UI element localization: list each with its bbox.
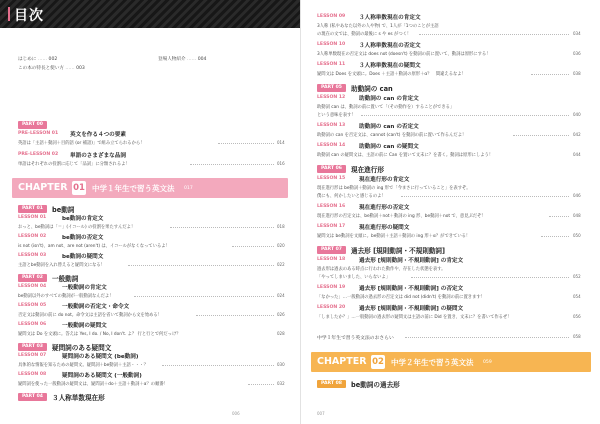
lesson-title: 疑問詞のある疑問文 (一般動詞) [62,373,142,379]
lesson-desc: 疑問文は be動詞を文頭に。be動詞＋主語＋動詞の ing 形＋α？ができている！ [317,234,471,239]
part-badge: PART 01 [18,205,47,213]
lesson-label: PRE-LESSON 02 [18,152,59,157]
page-number: 032 [277,381,285,386]
intro-page: 003 [76,66,85,71]
lesson-desc: 主語とbe動詞を入れ替えると疑問文になる！ [18,263,106,268]
chapter-number: 02 [372,357,384,367]
part-badge: PART 04 [18,393,47,401]
intro-item-foreword [18,56,57,62]
lesson-title: 助動詞の can の否定文 [359,124,419,130]
chapter-number: 01 [73,183,85,193]
lesson-desc: 具体的な情報を知るための疑問文。疑問詞＋be動詞＋主語・・・？ [18,363,148,368]
lesson-desc: 否定文は動詞の前に do not。命令文は主語を省いて動詞から文を始める！ [18,313,163,318]
chapter-name: 中学２年生で習う英文法 [391,358,474,367]
intro-label: 登場人物紹介 [158,57,186,62]
lesson-desc: 助動詞 can は、動詞の前に置いて「（その動作を）することができる」 [317,105,455,110]
part-badge: PART 03 [18,343,47,351]
leader-dots [248,384,274,385]
leader-dots [541,236,569,237]
part-title: be動詞の過去形 [351,381,400,389]
part-badge: PART 07 [317,246,346,254]
lesson-desc-cont: という意味を表す！ [317,113,356,118]
intro-label: はじめに [18,57,37,62]
lesson-desc: be動詞以外のすべての動詞が一般動詞なんだよ！ [18,294,114,299]
chapter-page: 017 [184,186,193,191]
lesson-title: be動詞の否定文 [62,235,104,241]
part-badge: PART 08 [317,380,346,388]
lesson-desc: 「しましたか？」…一般動詞の過去形の疑問文は主語の前に Did を置き、文末に？を書いて作るぜ！ [317,315,512,320]
lesson-title: 単語のさまざまな品詞 [70,153,126,159]
leader-dots [232,246,274,247]
page-number: 018 [277,224,285,229]
lesson-label: LESSON 05 [18,303,47,308]
chapter-01-band [12,178,288,198]
toc-title-text: 目次 [14,8,44,24]
leader-dots [128,265,274,266]
page-number: 022 [277,262,285,267]
lesson-label: LESSON 10 [317,42,346,47]
page-number: 054 [573,294,581,299]
part-badge: PART 06 [317,165,346,173]
toc-header-band [0,0,300,28]
chapter-02-band [311,352,591,372]
lesson-desc: おっと、be動詞は「＝」(イコール) の役割を果たすんだよ！ [18,225,136,230]
part-title: be動詞 [52,206,75,214]
lesson-desc: 助動詞の can を否定文は、cannot (can't) を動詞の前に置いて作るんだよ！ [317,133,467,138]
lesson-label: LESSON 02 [18,234,47,239]
part-title: 一般動詞 [52,275,79,283]
page-number: 024 [277,293,285,298]
lesson-desc: 3人称 (私やあなた以外の人や物) で、1人が「1つのことが主語 [317,24,439,29]
lesson-desc: 疑問文は Does を文頭に。Does ＋主語＋動詞の原形＋α？ 間違えるなよ！ [317,72,466,77]
lesson-title: 疑問詞のある疑問文 (be動詞) [62,354,139,360]
leader-dots [513,135,569,136]
leader-dots [405,337,569,338]
lesson-desc: 3人称単数現在の否定文は does not (doesn't) を動詞の前に置いて、動詞は原形にする！ [317,52,491,57]
lesson-title: ３人称単数現在の肯定文 [359,15,421,21]
lesson-desc: 疑問文は Do を文頭に。答えは Yes, I do. / No, I don't. よ？ 行と行とで何だっけ？ [18,332,181,337]
chapter-name: 中学１年生で習う英文法 [92,184,175,193]
page-number: 036 [573,51,581,56]
page-number: 048 [573,213,581,218]
leader-dots [419,34,569,35]
lesson-title: 過去形 [規則動詞・不規則動詞] の疑問文 [359,306,464,312]
page-number: 026 [277,312,285,317]
page-number: 042 [573,132,581,137]
lesson-title: 現在進行形の肯定文 [359,177,410,183]
lesson-label: LESSON 18 [317,257,346,262]
part-title: 現在進行形 [351,166,384,174]
leader-dots [401,196,569,197]
leader-dots [411,277,569,278]
part-title: 過去形 [規則動詞・不規則動詞] [351,247,446,255]
leader-dots [196,315,274,316]
page-number: 044 [573,152,581,157]
lesson-desc: 疑問詞を使った一般動詞の疑問文は、疑問詞＋do＋主語＋動詞＋α？の順番！ [18,382,168,387]
lesson-label: LESSON 13 [317,123,346,128]
title-accent-bar [8,7,10,21]
page-number: 038 [573,71,581,76]
part-badge: PART 05 [317,84,346,92]
lesson-desc: 現在進行形の否定文は、be動詞＋not＋動詞の ing 形、be動詞＋not で、意見ぶだぞ！ [317,214,486,219]
leader-dots [549,216,569,217]
lesson-label: LESSON 17 [317,224,346,229]
page-number: 020 [277,243,285,248]
leader-dots [361,115,569,116]
lesson-label: LESSON 19 [317,285,346,290]
lesson-label: LESSON 04 [18,284,47,289]
lesson-label: LESSON 16 [317,204,346,209]
leader-dots [170,227,274,228]
part-badge: PART 02 [18,274,47,282]
page-number: 028 [277,331,285,336]
page-number: 046 [573,193,581,198]
leader-dots [218,143,274,144]
lesson-label: LESSON 01 [18,215,47,220]
intro-dots: …… [65,66,75,71]
lesson-title: 一般動詞の肯定文 [62,285,107,291]
lesson-desc: 英語は「主語＋動詞＋目的語 (or 補語)」で組み立てられるから！ [18,141,145,146]
leader-dots [190,164,274,165]
page-number: 030 [277,362,285,367]
folio-right: 007 [317,411,325,416]
intro-label: この本の特長と使い方 [18,66,64,71]
lesson-label: LESSON 03 [18,253,47,258]
lesson-title: be動詞の肯定文 [62,216,104,222]
leader-dots [531,74,569,75]
lesson-label: LESSON 12 [317,95,346,100]
page-number: 050 [573,233,581,238]
lesson-desc: 「なかった」…一般動詞の過去形の否定文は did not (didn't) を動詞の前に置きます！ [317,295,485,300]
chapter-label: CHAPTER [317,356,367,367]
intro-dots: …… [187,57,197,62]
lesson-label: LESSON 08 [18,372,47,377]
intro-item-features [18,65,85,71]
lesson-desc: 単語はそれぞれの役割に応じて「品詞」に分類されるよ！ [18,162,130,167]
lesson-desc-cont: の現在の文では、動詞の最後に s や es がつく！ [317,32,412,37]
lesson-title: 現在進行形の疑問文 [359,225,410,231]
part-badge: PART 00 [18,121,47,129]
page-number: 014 [277,140,285,145]
toc-title [14,5,44,25]
lesson-desc: 過去形は過去のある時点に行われた動作や、存在した状態を表す。 [317,267,446,272]
lesson-desc: 助動詞 can の疑問文は、主語の前に Can を置いて文末に？を書く。動詞は原形にしよう！ [317,153,494,158]
lesson-label: PRE-LESSON 01 [18,131,59,136]
lesson-title: 英文を作る４つの要素 [70,132,126,138]
intro-dots: …… [37,57,48,62]
page-number: 016 [277,161,285,166]
lesson-label: LESSON 20 [317,305,346,310]
lesson-label: LESSON 14 [317,143,346,148]
lesson-title: 過去形 [規則動詞・不規則動詞] の否定文 [359,286,464,292]
leader-dots [162,365,274,366]
lesson-desc: 現在進行形は be動詞＋動詞の ing 形で「今まさに行っていること」を表すぞ。 [317,186,471,191]
page-number: 040 [573,112,581,117]
lesson-title: 助動詞の can の疑問文 [359,144,419,150]
lesson-title: ３人称単数現在の否定文 [359,43,421,49]
intro-item-characters [158,56,206,62]
lesson-label: LESSON 11 [317,62,346,67]
lesson-title: 一般動詞の否定文・命令文 [62,304,130,310]
lesson-desc: is not (isn't)、am not、are not (aren't) は、イコールがなくなっているよ！ [18,244,170,249]
lesson-title: 現在進行形の否定文 [359,205,410,211]
lesson-label: LESSON 15 [317,176,346,181]
part-title: 助動詞の can [351,85,393,93]
lesson-desc-cont: 「やってしまいました、いらないよ」 [317,275,391,280]
intro-page: 002 [48,57,58,62]
page-number: 052 [573,274,581,279]
page-number: 058 [573,334,581,339]
folio-left: 006 [232,411,240,416]
lesson-title: ３人称単数現在の疑問文 [359,63,421,69]
lesson-title: be動詞の疑問文 [62,254,104,260]
right-page [300,0,600,424]
lesson-title: 一般動詞の疑問文 [62,323,107,329]
page-number: 034 [573,31,581,36]
page-number: 056 [573,314,581,319]
lesson-title: 助動詞の can の肯定文 [359,96,419,102]
chapter-page: 059 [483,360,492,365]
lesson-label: LESSON 09 [317,14,346,19]
lesson-label: LESSON 07 [18,353,47,358]
leader-dots [134,296,274,297]
lesson-desc-cont: 僕にも、何かしたいと感じるのよ！ [317,194,386,199]
part-title: 疑問詞のある疑問文 [52,344,112,352]
lesson-label: LESSON 06 [18,322,47,327]
intro-page: 004 [197,57,207,62]
part-title: ３人称単数現在形 [52,394,105,402]
lesson-title: 過去形 [規則動詞・不規則動詞] の肯定文 [359,258,464,264]
review-link: 中学１年生で習う英文法のおさらい [317,336,394,341]
chapter-label: CHAPTER [18,182,68,193]
